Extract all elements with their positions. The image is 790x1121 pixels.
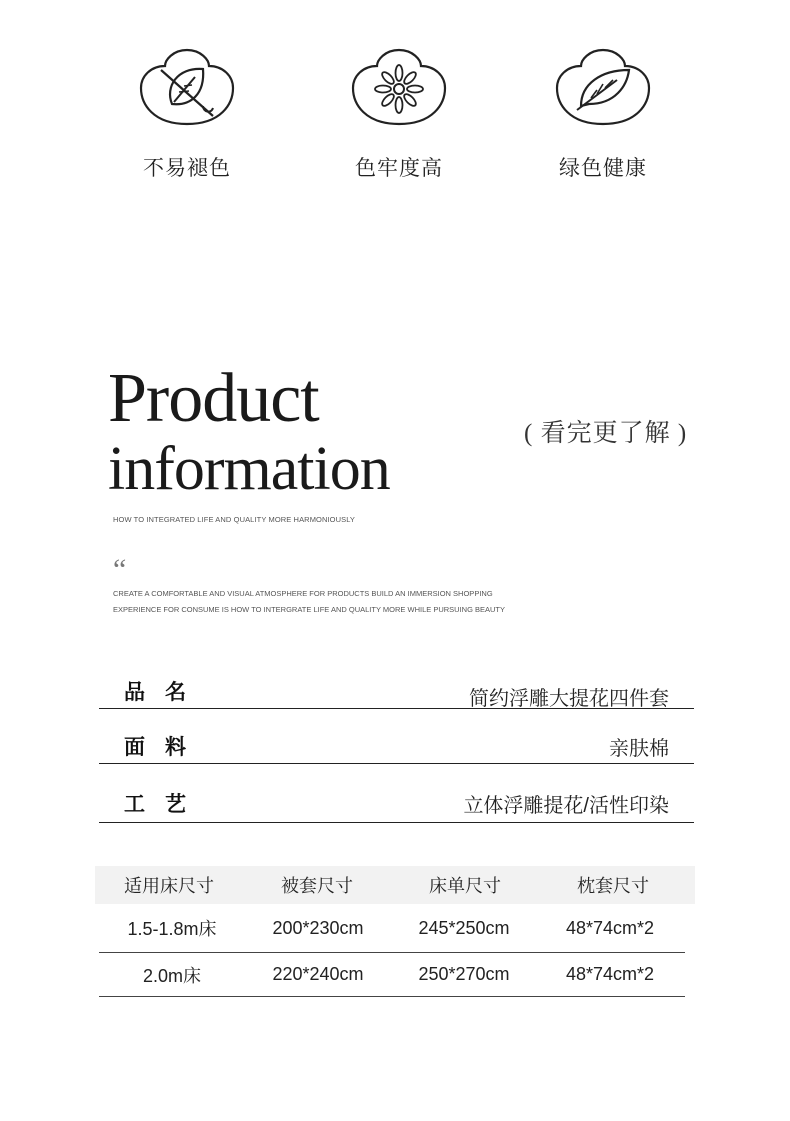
title-product: Product: [108, 360, 319, 437]
description: CREATE A COMFORTABLE AND VISUAL ATMOSPHERE FOR PRODUCTS BUILD AN IMMERSION SHOPPING EXPERIENCE FOR CONSUME IS HOW TO INTERGRATE LIFE AND QUALITY MORE WHILE PURSUING BEAUTY: [113, 589, 506, 614]
read-more-hint: ( 看完更了解 ): [524, 420, 688, 447]
table-cell: 2.0m床: [142, 965, 202, 986]
table-cell: 48*74cm*2: [565, 964, 655, 984]
info-row-craft: [99, 780, 694, 823]
table-header-cell: 枕套尺寸: [577, 876, 649, 896]
table-header-cell: 被套尺寸: [281, 876, 353, 896]
table-header: [95, 866, 695, 904]
quote-mark-icon: “: [113, 553, 127, 586]
feature-fade-resistant: [122, 42, 252, 182]
info-row-fabric: [99, 723, 694, 764]
table-cell: 48*74cm*2: [565, 917, 655, 938]
feather-icon: [553, 42, 653, 132]
flower-icon: [349, 42, 449, 132]
info-row-name: [99, 668, 694, 709]
info-key: 面料: [124, 736, 206, 759]
feature-colorfastness: [334, 42, 464, 182]
leaf-crossed-icon: [137, 42, 237, 132]
info-key: 工艺: [124, 793, 206, 816]
table-header-cell: 床单尺寸: [429, 876, 501, 896]
feature-label: 绿色健康: [559, 157, 647, 180]
info-value: 立体浮雕提花/活性印染: [463, 795, 669, 817]
table-row: [99, 904, 685, 953]
title-information: information: [108, 435, 390, 503]
table-row: [99, 953, 685, 997]
info-value: 简约浮雕大提花四件套: [469, 688, 669, 710]
feature-label: 色牢度高: [355, 157, 443, 180]
table-cell: 200*230cm: [272, 917, 364, 938]
table-cell: 245*250cm: [418, 917, 510, 938]
info-value: 亲肤棉: [609, 738, 669, 760]
table-cell: 250*270cm: [418, 964, 510, 984]
table-cell: 1.5-1.8m床: [127, 919, 217, 939]
table-header-cell: 适用床尺寸: [124, 876, 214, 896]
feature-green-healthy: [538, 42, 668, 182]
feature-label: 不易褪色: [143, 157, 231, 180]
tagline: HOW TO INTEGRATED LIFE AND QUALITY MORE HARMONIOUSLY: [113, 515, 356, 524]
size-table: [95, 866, 695, 997]
info-key: 品名: [124, 681, 206, 704]
table-cell: 220*240cm: [272, 964, 364, 984]
